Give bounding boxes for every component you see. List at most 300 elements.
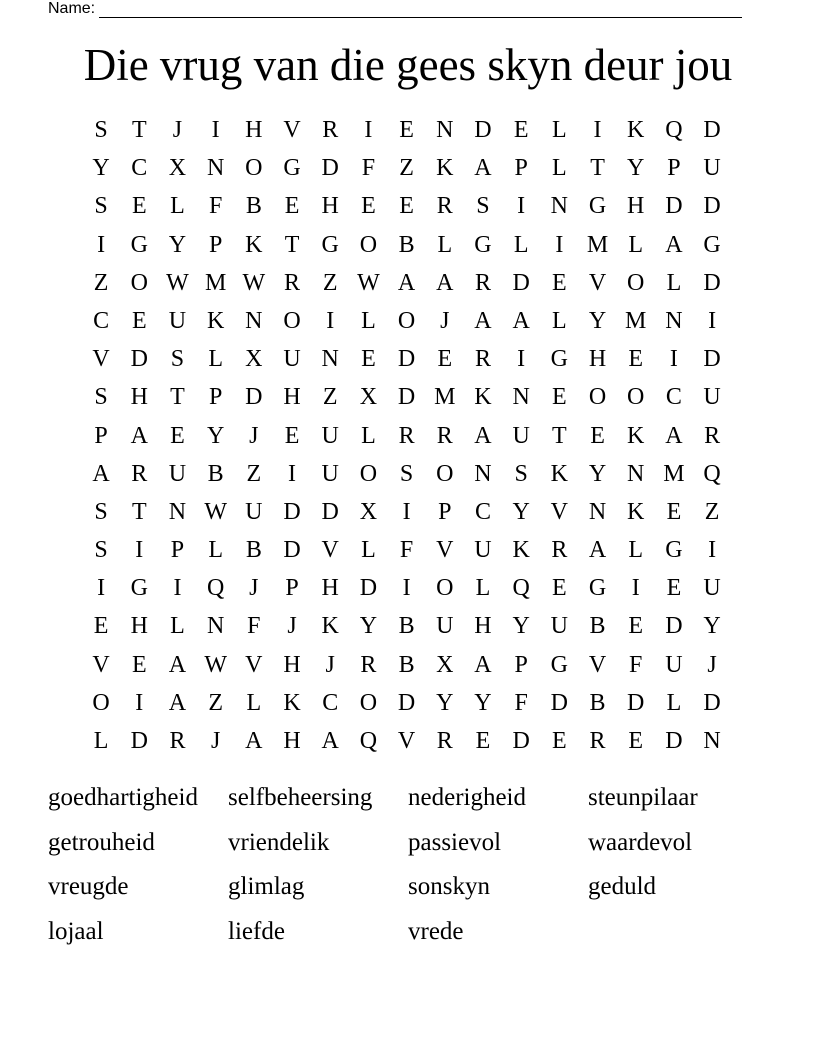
grid-letter: I — [593, 117, 602, 143]
grid-letter: E — [628, 728, 644, 754]
name-label: Name: — [48, 0, 96, 17]
grid-letter: N — [550, 193, 569, 220]
grid-letter: I — [517, 193, 526, 220]
grid-letter: U — [512, 422, 530, 449]
grid-letter: U — [703, 384, 721, 411]
grid-letter: I — [669, 346, 678, 373]
grid-letter: R — [284, 269, 301, 296]
grid-letter: K — [474, 384, 492, 411]
grid-letter: J — [172, 117, 183, 143]
grid-letter: G — [588, 575, 607, 602]
grid-letter: D — [703, 117, 721, 143]
grid-letter: E — [131, 193, 147, 220]
grid-letter: A — [321, 728, 339, 754]
grid-letter: D — [397, 384, 416, 411]
grid-letter: A — [245, 728, 263, 754]
grid-letter: C — [665, 384, 682, 411]
grid-letter: U — [245, 498, 263, 525]
grid-letter: B — [207, 460, 224, 487]
grid-letter: A — [474, 155, 492, 182]
grid-letter: Q — [703, 460, 721, 487]
grid-letter: B — [245, 537, 262, 564]
grid-letter: D — [245, 384, 263, 411]
grid-letter: Q — [512, 575, 530, 602]
grid-letter: L — [361, 537, 376, 564]
grid-letter: D — [359, 575, 378, 602]
grid-letter: E — [131, 651, 147, 678]
grid-letter: E — [552, 384, 567, 411]
grid-letter: E — [437, 346, 453, 373]
grid-letter: E — [131, 307, 147, 334]
grid-letter: E — [284, 422, 300, 449]
grid-letter: E — [628, 346, 644, 373]
grid-letter: U — [474, 537, 492, 564]
grid-letter: K — [550, 460, 569, 487]
grid-letter: D — [512, 728, 530, 754]
grid-letter: N — [321, 346, 339, 373]
grid-letter: H — [474, 613, 492, 640]
grid-letter: E — [361, 346, 376, 373]
grid-letter: Z — [208, 689, 223, 716]
grid-letter: U — [168, 307, 187, 334]
grid-letter: G — [703, 231, 721, 258]
grid-letter: W — [166, 269, 189, 296]
grid-letter: F — [208, 193, 223, 220]
grid-letter: U — [283, 346, 301, 373]
grid-letter: C — [93, 307, 110, 334]
grid-letter: I — [631, 575, 640, 602]
grid-letter: Y — [627, 155, 645, 182]
grid-letter: E — [399, 193, 414, 220]
grid-letter: T — [552, 422, 567, 449]
grid-letter: H — [321, 193, 339, 220]
grid-letter: S — [94, 384, 108, 411]
grid-letter: V — [436, 537, 454, 564]
grid-letter: R — [131, 460, 148, 487]
grid-letter: E — [93, 613, 109, 640]
grid-letter: B — [245, 193, 262, 220]
grid-letter: B — [398, 613, 415, 640]
grid-letter: G — [550, 651, 569, 678]
grid-letter: O — [92, 689, 110, 716]
grid-letter: B — [398, 231, 415, 258]
grid-letter: L — [475, 575, 491, 602]
grid-letter: D — [474, 117, 492, 143]
grid-letter: F — [361, 155, 376, 182]
word-list-item: waardevol — [588, 828, 693, 856]
word-list-item: getrouheid — [48, 828, 155, 856]
grid-letter: I — [173, 575, 182, 602]
grid-letter: H — [130, 613, 148, 640]
grid-letter: S — [476, 193, 490, 220]
grid-letter: A — [168, 689, 187, 716]
grid-letter: S — [170, 346, 185, 373]
grid-letter: I — [97, 575, 106, 602]
grid-letter: P — [208, 384, 223, 411]
grid-letter: D — [321, 155, 339, 182]
grid-letter: H — [283, 384, 301, 411]
grid-letter: I — [708, 307, 717, 334]
grid-letter: D — [665, 193, 683, 220]
grid-letter: U — [665, 651, 683, 678]
word-list-item: liefde — [228, 917, 285, 945]
grid-letter: I — [135, 537, 144, 564]
grid-letter: I — [288, 460, 297, 487]
grid-letter: B — [589, 689, 606, 716]
grid-letter: R — [704, 422, 721, 449]
grid-letter: E — [399, 117, 414, 143]
grid-letter: I — [517, 346, 526, 373]
grid-letter: D — [512, 269, 530, 296]
grid-letter: D — [665, 728, 683, 754]
grid-letter: I — [708, 537, 717, 564]
grid-letter: S — [94, 193, 108, 220]
grid-letter: W — [204, 651, 227, 678]
grid-letter: E — [284, 193, 300, 220]
word-list-item: glimlag — [228, 873, 305, 900]
grid-letter: D — [665, 613, 683, 640]
grid-letter: K — [627, 117, 645, 143]
grid-letter: K — [436, 155, 454, 182]
grid-letter: Q — [206, 575, 225, 602]
grid-letter: V — [321, 537, 339, 564]
grid-letter: H — [283, 651, 301, 678]
grid-letter: L — [628, 537, 644, 564]
grid-letter: R — [551, 537, 568, 564]
grid-letter: G — [550, 346, 569, 373]
grid-letter: G — [321, 231, 339, 258]
grid-letter: X — [359, 498, 378, 525]
grid-letter: O — [627, 384, 645, 411]
grid-letter: X — [245, 346, 263, 373]
grid-letter: F — [247, 613, 261, 640]
grid-letter: U — [321, 422, 339, 449]
grid-letter: D — [130, 728, 148, 754]
grid-letter: E — [361, 193, 376, 220]
word-list-item: vreugde — [48, 873, 129, 900]
grid-letter: O — [588, 384, 607, 411]
grid-letter: Y — [588, 460, 607, 487]
grid-letter: W — [357, 269, 380, 296]
grid-letter: V — [588, 651, 607, 678]
grid-letter: V — [245, 651, 263, 678]
grid-letter: P — [438, 498, 452, 525]
grid-letter: K — [321, 613, 339, 640]
grid-letter: V — [588, 269, 607, 296]
grid-letter: L — [361, 422, 376, 449]
grid-letter: D — [130, 346, 148, 373]
grid-letter: T — [590, 155, 605, 182]
grid-letter: E — [552, 269, 567, 296]
grid-letter: U — [550, 613, 569, 640]
grid-letter: N — [206, 613, 225, 640]
grid-letter: M — [434, 384, 456, 411]
grid-letter: P — [94, 422, 108, 449]
grid-letter: L — [666, 269, 682, 296]
word-list-item: goedhartigheid — [48, 784, 198, 811]
grid-letter: M — [625, 307, 647, 334]
grid-letter: D — [703, 193, 721, 220]
grid-letter: Y — [436, 689, 454, 716]
grid-letter: F — [629, 651, 643, 678]
word-list-item: lojaal — [48, 917, 104, 945]
grid-letter: S — [94, 498, 108, 525]
grid-letter: P — [667, 155, 681, 182]
grid-letter: S — [514, 460, 528, 487]
grid-letter: U — [703, 575, 721, 602]
grid-letter: G — [665, 537, 683, 564]
grid-letter: N — [168, 498, 187, 525]
grid-letter: S — [94, 537, 108, 564]
grid-letter: J — [707, 651, 717, 678]
grid-letter: L — [208, 346, 223, 373]
word-list-item: passievol — [408, 828, 502, 856]
grid-letter: Y — [588, 307, 607, 334]
grid-letter: Y — [512, 613, 530, 640]
grid-letter: P — [514, 651, 528, 678]
word-list-item: sonskyn — [408, 873, 490, 900]
grid-letter: Z — [322, 269, 338, 296]
grid-letter: R — [436, 422, 453, 449]
grid-letter: V — [92, 346, 110, 373]
grid-letter: H — [588, 346, 607, 373]
grid-letter: O — [283, 307, 301, 334]
page-title: Die vrug van die gees skyn deur jou — [83, 40, 733, 90]
grid-letter: A — [92, 460, 110, 487]
grid-letter: Y — [474, 689, 492, 716]
grid-letter: L — [246, 689, 262, 716]
grid-letter: R — [169, 728, 186, 754]
grid-letter: T — [131, 117, 147, 143]
grid-letter: H — [245, 117, 263, 143]
grid-letter: E — [666, 575, 682, 602]
grid-letter: L — [552, 307, 567, 334]
grid-letter: L — [437, 231, 453, 258]
grid-letter: G — [130, 575, 148, 602]
word-list-item: geduld — [588, 873, 657, 900]
grid-letter: M — [204, 269, 227, 296]
grid-letter: D — [703, 689, 721, 716]
grid-letter: J — [325, 651, 335, 678]
grid-letter: A — [474, 422, 492, 449]
grid-letter: O — [359, 231, 378, 258]
grid-letter: N — [436, 117, 454, 143]
grid-letter: U — [321, 460, 339, 487]
grid-letter: R — [589, 728, 606, 754]
grid-letter: W — [204, 498, 227, 525]
grid-letter: Z — [704, 498, 720, 525]
grid-letter: H — [130, 384, 148, 411]
grid-letter: X — [436, 651, 454, 678]
grid-letter: X — [359, 384, 378, 411]
grid-letter: J — [210, 728, 221, 754]
grid-letter: T — [284, 231, 300, 258]
grid-letter: I — [555, 231, 564, 258]
grid-letter: O — [245, 155, 263, 182]
grid-letter: A — [474, 651, 492, 678]
grid-letter: V — [92, 651, 110, 678]
name-underline — [99, 3, 742, 18]
grid-letter: U — [703, 155, 721, 182]
grid-letter: D — [703, 346, 721, 373]
grid-letter: O — [627, 269, 645, 296]
grid-letter: L — [513, 231, 529, 258]
grid-letter: D — [397, 346, 416, 373]
grid-letter: U — [436, 613, 454, 640]
grid-letter: A — [474, 307, 492, 334]
grid-letter: O — [359, 689, 378, 716]
grid-letter: X — [168, 155, 187, 182]
grid-letter: Y — [512, 498, 530, 525]
grid-letter: B — [398, 651, 415, 678]
grid-letter: D — [550, 689, 569, 716]
grid-letter: R — [436, 728, 453, 754]
grid-letter: Q — [665, 117, 683, 143]
grid-letter: N — [245, 307, 263, 334]
grid-letter: L — [208, 537, 223, 564]
grid-letter: O — [397, 307, 416, 334]
grid-letter: K — [627, 422, 645, 449]
grid-letter: L — [93, 728, 109, 754]
grid-letter: O — [436, 460, 454, 487]
grid-letter: K — [245, 231, 263, 258]
grid-letter: M — [663, 460, 685, 487]
grid-letter: D — [703, 269, 721, 296]
grid-letter: E — [552, 728, 567, 754]
grid-letter: Z — [246, 460, 262, 487]
grid-letter: E — [475, 728, 491, 754]
grid-letter: P — [208, 231, 223, 258]
grid-letter: P — [170, 537, 185, 564]
grid-letter: P — [514, 155, 528, 182]
grid-letter: I — [326, 307, 335, 334]
grid-letter: R — [474, 269, 491, 296]
grid-letter: U — [168, 460, 187, 487]
grid-letter: K — [512, 537, 530, 564]
grid-letter: L — [628, 231, 644, 258]
grid-letter: I — [402, 575, 411, 602]
grid-letter: I — [211, 117, 220, 143]
grid-letter: E — [552, 575, 567, 602]
grid-letter: Z — [322, 384, 338, 411]
grid-letter: H — [627, 193, 645, 220]
grid-letter: Q — [359, 728, 378, 754]
grid-letter: N — [588, 498, 607, 525]
grid-letter: I — [135, 689, 144, 716]
grid-letter: A — [512, 307, 530, 334]
grid-letter: J — [440, 307, 450, 334]
grid-letter: R — [398, 422, 415, 449]
grid-letter: R — [436, 193, 453, 220]
grid-letter: T — [131, 498, 147, 525]
grid-letter: N — [512, 384, 530, 411]
grid-letter: I — [364, 117, 373, 143]
grid-letter: Y — [168, 231, 187, 258]
word-list-item: nederigheid — [408, 784, 527, 811]
grid-letter: J — [249, 575, 259, 602]
grid-letter: C — [322, 689, 339, 716]
grid-letter: M — [586, 231, 609, 258]
grid-letter: Y — [703, 613, 721, 640]
grid-letter: L — [170, 193, 185, 220]
word-list — [48, 776, 768, 954]
grid-letter: R — [474, 346, 491, 373]
grid-letter: N — [474, 460, 492, 487]
grid-letter: Y — [359, 613, 378, 640]
grid-letter: N — [703, 728, 721, 754]
grid-letter: S — [94, 117, 108, 143]
word-list-item: selfbeheersing — [228, 784, 373, 811]
grid-letter: E — [628, 613, 644, 640]
grid-letter: R — [322, 117, 339, 143]
grid-letter: N — [665, 307, 683, 334]
grid-letter: O — [130, 269, 148, 296]
grid-letter: O — [359, 460, 378, 487]
grid-letter: Z — [399, 155, 414, 182]
grid-letter: D — [627, 689, 645, 716]
grid-letter: V — [397, 728, 416, 754]
grid-letter: N — [206, 155, 225, 182]
grid-letter: A — [588, 537, 607, 564]
grid-letter: F — [399, 537, 414, 564]
grid-letter: B — [589, 613, 606, 640]
grid-letter: E — [170, 422, 185, 449]
grid-letter: H — [321, 575, 339, 602]
grid-letter: A — [168, 651, 187, 678]
grid-letter: A — [665, 231, 683, 258]
grid-letter: G — [474, 231, 492, 258]
grid-letter: D — [283, 498, 301, 525]
grid-letter: J — [287, 613, 297, 640]
grid-letter: O — [436, 575, 454, 602]
grid-letter: W — [242, 269, 266, 296]
letter-grid — [82, 111, 731, 760]
grid-letter: Y — [206, 422, 225, 449]
grid-letter: R — [360, 651, 377, 678]
word-list-item: vriendelik — [228, 828, 330, 856]
grid-letter: C — [474, 498, 491, 525]
grid-letter: K — [283, 689, 301, 716]
name-field — [48, 0, 742, 18]
grid-letter: J — [249, 422, 259, 449]
grid-letter: A — [436, 269, 454, 296]
grid-letter: G — [588, 193, 607, 220]
word-list-item: vrede — [408, 917, 464, 945]
grid-letter: A — [130, 422, 148, 449]
grid-letter: E — [666, 498, 682, 525]
grid-letter: E — [590, 422, 605, 449]
grid-letter: L — [361, 307, 376, 334]
grid-letter: K — [627, 498, 645, 525]
grid-letter: C — [131, 155, 148, 182]
grid-letter: V — [550, 498, 569, 525]
grid-letter: G — [130, 231, 148, 258]
grid-letter: L — [170, 613, 185, 640]
grid-letter: F — [514, 689, 528, 716]
grid-letter: A — [397, 269, 416, 296]
word-list-item: steunpilaar — [588, 784, 698, 811]
grid-letter: L — [552, 117, 567, 143]
grid-letter: Y — [92, 155, 110, 182]
grid-letter: Z — [93, 269, 109, 296]
grid-letter: E — [513, 117, 529, 143]
grid-letter: L — [552, 155, 567, 182]
grid-letter: D — [321, 498, 339, 525]
grid-letter: I — [402, 498, 411, 525]
grid-letter: D — [397, 689, 416, 716]
grid-letter: P — [285, 575, 299, 602]
grid-letter: I — [97, 231, 106, 258]
